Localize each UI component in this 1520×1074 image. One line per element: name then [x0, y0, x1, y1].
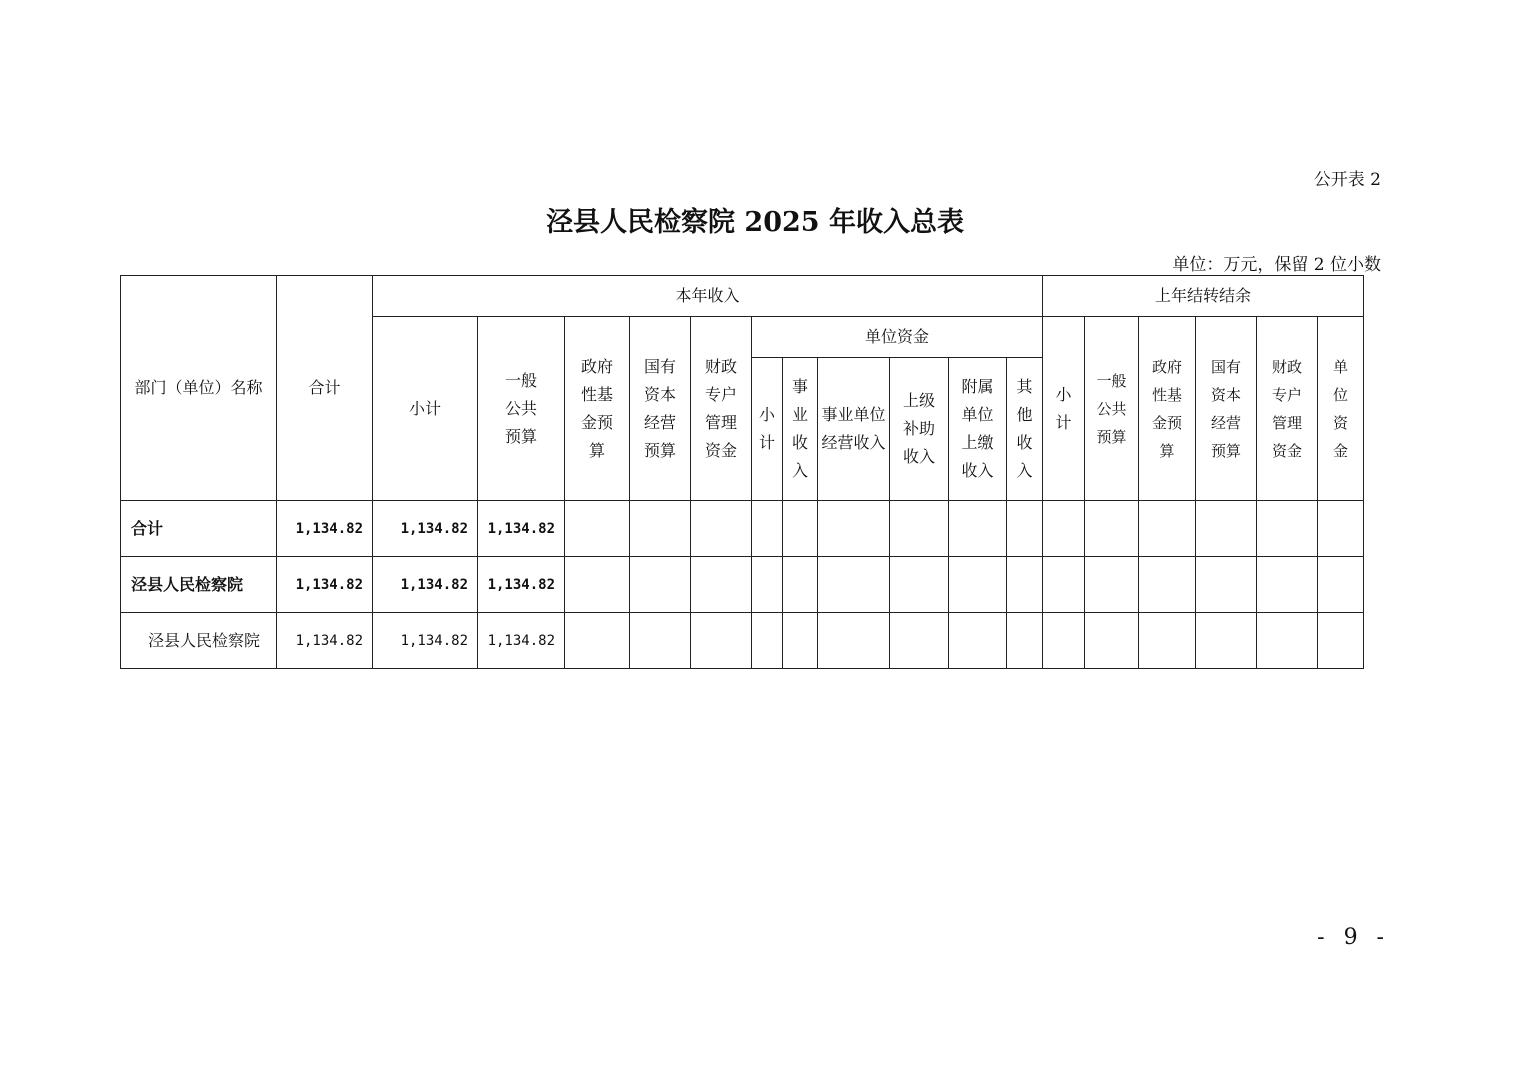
header-carry-subtotal: 小计 [1055, 384, 1072, 432]
header-subordinate-unit-remit-income: 附属单位上缴收入 [961, 377, 994, 480]
header-business-income-cell [783, 358, 818, 501]
row-name: 合计 [121, 501, 277, 557]
empty-cell [691, 501, 752, 557]
header-superior-subsidy-income: 上级补助收入 [902, 391, 935, 466]
header-subtotal: 小计 [373, 317, 478, 501]
empty-cell [1257, 613, 1318, 669]
row-subtotal: 1,134.82 [373, 501, 478, 557]
header-subordinate-remit-cell [949, 358, 1007, 501]
empty-cell [565, 613, 630, 669]
empty-cell [1043, 613, 1085, 669]
row-total: 1,134.82 [277, 501, 373, 557]
row-total: 1,134.82 [277, 613, 373, 669]
row-total: 1,134.82 [277, 557, 373, 613]
row-name: 泾县人民检察院 [121, 613, 277, 669]
header-carry-state-capital-budget: 国有资本经营预算 [1210, 357, 1241, 460]
page-number: - 9 - [1317, 925, 1390, 950]
header-state-capital-cell [630, 317, 691, 501]
header-carry-general-budget: 一般公共预算 [1096, 371, 1127, 446]
header-carry-unit-funds: 单位资金 [1333, 357, 1349, 460]
header-unit-subtotal-cell [752, 358, 783, 501]
header-superior-subsidy-cell [890, 358, 949, 501]
empty-cell [1196, 613, 1257, 669]
empty-cell [1007, 613, 1043, 669]
header-special-account-cell [691, 317, 752, 501]
document-title: 泾县人民检察院 2025 年收入总表 [546, 207, 964, 238]
empty-cell [691, 613, 752, 669]
empty-cell [949, 613, 1007, 669]
header-carry-special-account-funds: 财政专户管理资金 [1271, 357, 1302, 460]
header-state-capital-budget: 国有资本经营预算 [643, 356, 676, 460]
header-dept-name: 部门（单位）名称 [121, 276, 277, 501]
unit-note: 单位：万元，保留 2 位小数 [1172, 255, 1381, 275]
header-special-account-funds: 财政专户管理资金 [704, 356, 737, 460]
header-gov-fund-budget: 政府性基金预算 [580, 356, 613, 460]
header-unit-subtotal: 小计 [759, 405, 776, 452]
empty-cell [1318, 613, 1364, 669]
header-carry-gov-fund-budget: 政府性基金预算 [1151, 357, 1182, 460]
empty-cell [1043, 501, 1085, 557]
empty-cell [1318, 557, 1364, 613]
empty-cell [1257, 501, 1318, 557]
empty-cell [1257, 557, 1318, 613]
header-other-income-cell [1007, 358, 1043, 501]
empty-cell [565, 501, 630, 557]
empty-cell [890, 557, 949, 613]
header-general-budget-cell [478, 317, 565, 501]
empty-cell [630, 557, 691, 613]
empty-cell [890, 501, 949, 557]
header-carry-gov-fund-cell [1139, 317, 1196, 501]
header-total: 合计 [277, 276, 373, 501]
empty-cell [1318, 501, 1364, 557]
header-carry-general-cell [1085, 317, 1139, 501]
header-unit-funds: 单位资金 [752, 317, 1043, 358]
empty-cell [1085, 501, 1139, 557]
header-carryover: 上年结转结余 [1043, 276, 1364, 317]
table-row [121, 613, 1364, 669]
row-name: 泾县人民检察院 [121, 557, 277, 613]
empty-cell [1007, 557, 1043, 613]
header-carry-subtotal-cell [1043, 317, 1085, 501]
header-business-income: 事业收入 [792, 377, 809, 480]
income-summary-table [120, 275, 1364, 669]
empty-cell [752, 613, 783, 669]
header-carry-unit-funds-cell [1318, 317, 1364, 501]
empty-cell [1139, 613, 1196, 669]
header-current-year-income: 本年收入 [373, 276, 1043, 317]
row-general-budget: 1,134.82 [478, 501, 565, 557]
empty-cell [1139, 557, 1196, 613]
empty-cell [1043, 557, 1085, 613]
header-carry-special-account-cell [1257, 317, 1318, 501]
empty-cell [630, 501, 691, 557]
empty-cell [949, 501, 1007, 557]
empty-cell [1196, 557, 1257, 613]
header-gov-fund-cell [565, 317, 630, 501]
empty-cell [818, 613, 890, 669]
header-business-unit-operating-income: 事业单位经营收入 [821, 405, 886, 452]
header-business-operating-cell [818, 358, 890, 501]
row-subtotal: 1,134.82 [373, 613, 478, 669]
table-row [121, 501, 1364, 557]
form-number: 公开表 2 [1313, 170, 1381, 190]
empty-cell [783, 501, 818, 557]
empty-cell [1085, 613, 1139, 669]
header-general-budget: 一般公共预算 [504, 370, 537, 446]
empty-cell [818, 557, 890, 613]
empty-cell [1196, 501, 1257, 557]
empty-cell [630, 613, 691, 669]
row-general-budget: 1,134.82 [478, 613, 565, 669]
empty-cell [890, 613, 949, 669]
empty-cell [565, 557, 630, 613]
empty-cell [949, 557, 1007, 613]
empty-cell [752, 557, 783, 613]
empty-cell [752, 501, 783, 557]
empty-cell [1085, 557, 1139, 613]
empty-cell [691, 557, 752, 613]
table-row [121, 557, 1364, 613]
empty-cell [1007, 501, 1043, 557]
row-general-budget: 1,134.82 [478, 557, 565, 613]
empty-cell [783, 613, 818, 669]
header-other-income: 其他收入 [1016, 377, 1033, 480]
empty-cell [1139, 501, 1196, 557]
empty-cell [783, 557, 818, 613]
empty-cell [818, 501, 890, 557]
row-subtotal: 1,134.82 [373, 557, 478, 613]
header-carry-state-capital-cell [1196, 317, 1257, 501]
